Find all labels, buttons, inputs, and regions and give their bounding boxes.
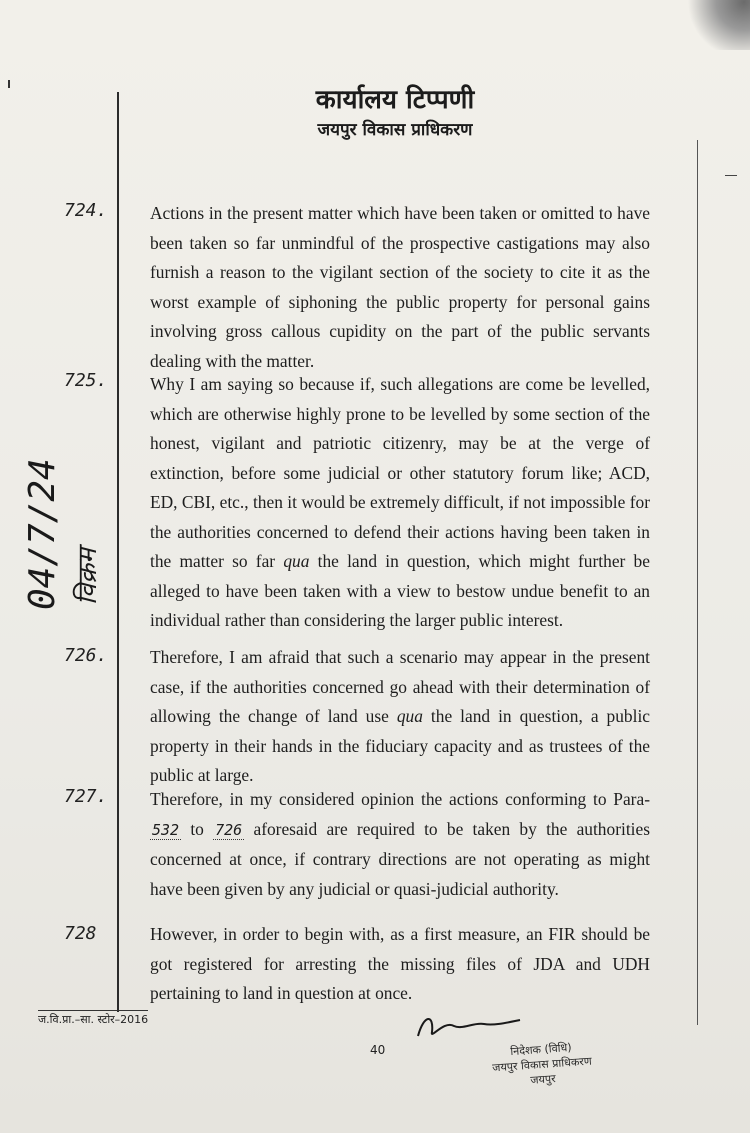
page-corner-shadow [680,0,750,50]
paragraph-text-part: Therefore, in my considered opinion the actions conforming to Para- [150,789,650,809]
paragraph-text [150,785,650,904]
seal-line: जयपुर विकास प्राधिकरण [491,1054,593,1075]
italic-term: qua [396,706,423,726]
left-margin-line [117,92,119,1012]
paragraph-number: 725. [64,370,108,391]
paragraph-text [150,643,650,791]
page-number: 40 [370,1043,386,1057]
paragraph-text-part: aforesaid are required to be taken by the authorities concerned at once, if contrary directions are not operating as might have been given by any judicial or quasi-judicial authority. [150,818,650,899]
handwritten-margin-initials: विक्रम [73,548,103,605]
paragraph-text [150,370,650,636]
handwritten-para-ref: 532 [152,820,180,839]
paragraph-text: Actions in the present matter which have been taken or omitted to have been taken so far unmindful of the prospective castigations may also furnish a reason to the vigilant section of the society to cite it as the worst example of siphoning the public property for personal gains involving gross callous cupidity on the part of the public servants dealing with the matter. [150,203,650,371]
handwritten-para-ref: 726 [215,820,243,839]
italic-term: qua [283,551,310,571]
paragraph-text-part: the land in question, a public property in their hands in the fiduciary capacity and as trustees of the public at large. [150,706,650,785]
page-title: कार्यालय टिप्पणी [315,85,475,115]
paragraph-text-part: Therefore, I am afraid that such a scenario may appear in the present case, if the authorities concerned go ahead with their determination of allowing the change of land use [150,647,650,726]
margin-tick [8,80,10,88]
handwritten-signature [414,1010,524,1042]
paragraph-text: However, in order to begin with, as a first measure, an FIR should be got registered for arresting the missing files of JDA and UDH pertaining to land in question at once. [150,924,650,1003]
page-subtitle: जयपुर विकास प्राधिकरण [317,120,473,140]
paragraph-text-part: Why I am saying so because if, such allegations are come be levelled, which are otherwise highly prone to be levelled by some section of the honest, vigilant and patriotic citizenry, may be at the verge of extinction, before some judicial or other statutory forum like; ACD, ED, CBI, etc., then it would be extremely difficult, if not impossible for the authorities concerned to defend their actions having been taken in the matter so far [150,374,650,571]
paragraph-number: 726. [64,645,108,666]
right-tick [725,175,737,176]
right-margin-line [697,140,698,1025]
paragraph-text-part: to [190,818,204,839]
handwritten-margin-date: 04/7/24 [22,458,63,610]
paragraph-number: 727. [64,786,108,807]
paragraph-number: 728 [64,923,97,944]
seal-line: निदेशक (विधि) [509,1040,573,1059]
seal-line: जयपुर [529,1072,557,1087]
paragraph-number: 724. [64,200,108,221]
official-seal [461,1036,624,1092]
form-stamp-code: ज.वि.प्रा.–सा. स्टोर–2016 [38,1010,148,1027]
paragraph-text-part: the land in question, which might further be alleged to have been taken with a view to bestow undue benefit to an individual rather than considering the larger public interest. [150,551,650,630]
